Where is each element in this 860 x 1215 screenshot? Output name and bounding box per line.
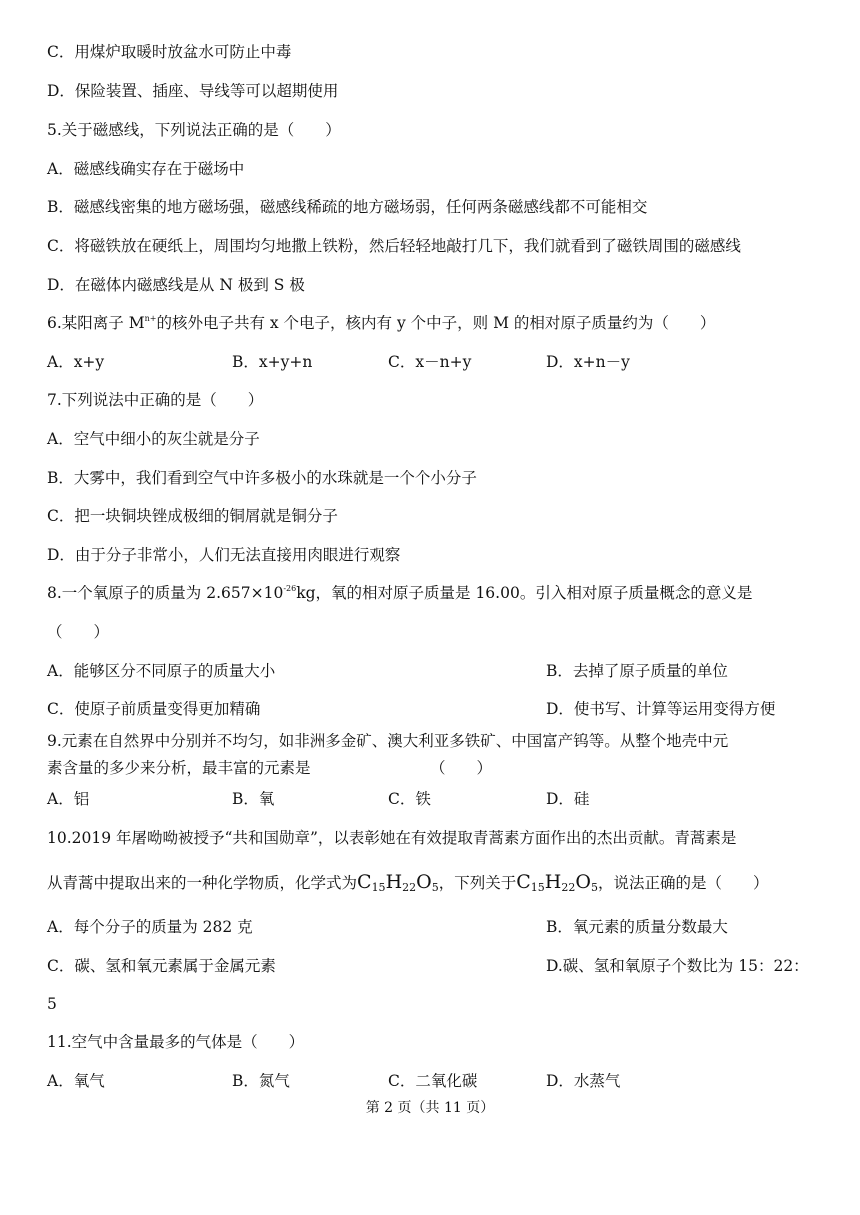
question-6-pre: 6.某阳离子 M (47, 314, 145, 332)
exponent-superscript: -26 (283, 584, 297, 593)
option-a: A．能够区分不同原子的质量大小 (47, 662, 276, 680)
question-8 (47, 583, 752, 603)
option-b: B．氧 (232, 790, 275, 808)
question-6 (47, 313, 715, 333)
chemical-formula: $C_{15}H_{22}O_5$ (516, 871, 598, 894)
option-text: D．在磁体内磁感线是从 N 极到 S 极 (47, 276, 305, 294)
option-b: B．氮气 (232, 1072, 290, 1090)
charge-superscript: n+ (144, 314, 157, 323)
option-d: D.碳、氢和氧原子个数比为 15：22： (546, 957, 809, 975)
option-d-cont: 5 (47, 995, 57, 1013)
option-text: D．保险装置、插座、导线等可以超期使用 (47, 82, 339, 100)
question-9-cont: 素含量的多少来分析，最丰富的元素是 (47, 759, 311, 777)
option-text: D．由于分子非常小，人们无法直接用肉眼进行观察 (47, 546, 401, 564)
option-text: C．用煤炉取暖时放盆水可防止中毒 (47, 43, 292, 61)
option-b: B．氧元素的质量分数最大 (546, 918, 728, 936)
answer-parentheses: （ ） (47, 623, 110, 641)
option-c: C．二氧化碳 (388, 1072, 478, 1090)
option-text: B．磁感线密集的地方磁场强，磁感线稀疏的地方磁场弱，任何两条磁感线都不可能相交 (47, 198, 648, 216)
option-d: D．使书写、计算等运用变得方便 (546, 700, 776, 718)
question-5: 5.关于磁感线，下列说法正确的是（ ） (47, 121, 341, 139)
option-text: B．大雾中，我们看到空气中许多极小的水珠就是一个个小分子 (47, 469, 477, 487)
option-c: C．x－n+y (388, 353, 472, 371)
option-a: A．氧气 (47, 1072, 105, 1090)
option-c: C．使原子前质量变得更加精确 (47, 700, 261, 718)
option-text: C．将磁铁放在硬纸上，周围均匀地撒上铁粉，然后轻轻地敲打几下，我们就看到了磁铁周围的磁感线 (47, 237, 741, 255)
option-c: C．碳、氢和氧元素属于金属元素 (47, 957, 276, 975)
option-b: B．x+y+n (232, 353, 313, 371)
question-8-pre: 8.一个氧原子的质量为 2.657×10 (47, 584, 284, 602)
page-footer: 第 2 页（共 11 页） (365, 1100, 495, 1116)
option-b: B．去掉了原子质量的单位 (546, 662, 728, 680)
q10-text-mid: ，下列关于 (438, 874, 517, 892)
option-c: C．铁 (388, 790, 431, 808)
question-10-cont (47, 872, 768, 893)
option-a: A．x+y (47, 353, 105, 371)
chemical-formula: $C_{15}H_{22}O_5$ (357, 871, 439, 894)
option-text: A．磁感线确实存在于磁场中 (47, 160, 245, 178)
q10-text-post: ，说法正确的是（ ） (597, 874, 769, 892)
question-8-post: kg，氧的相对原子质量是 16.00。引入相对原子质量概念的意义是 (296, 584, 753, 602)
q10-text-pre: 从青蒿中提取出来的一种化学物质，化学式为 (47, 874, 358, 892)
answer-parentheses: （ ） (430, 759, 493, 777)
option-d: D．硅 (546, 790, 590, 808)
option-text: C．把一块铜块锉成极细的铜屑就是铜分子 (47, 507, 338, 525)
option-d: D．x+n－y (546, 353, 630, 371)
question-10: 10.2019 年屠呦呦被授予“共和国勋章”，以表彰她在有效提取青蒿素方面作出的杰出贡献。青蒿素是 (47, 829, 737, 847)
option-a: A．每个分子的质量为 282 克 (47, 918, 253, 936)
option-d: D．水蒸气 (546, 1072, 621, 1090)
question-9: 9.元素在自然界中分别并不均匀，如非洲多金矿、澳大利亚多铁矿、中国富产钨等。从整个地壳中元 (47, 732, 729, 750)
option-text: A．空气中细小的灰尘就是分子 (47, 430, 260, 448)
question-6-post: 的核外电子共有 x 个电子，核内有 y 个中子，则 M 的相对原子质量约为（ ） (156, 314, 716, 332)
option-a: A．铝 (47, 790, 90, 808)
question-11: 11.空气中含量最多的气体是（ ） (47, 1033, 305, 1051)
question-7: 7.下列说法中正确的是（ ） (47, 391, 264, 409)
